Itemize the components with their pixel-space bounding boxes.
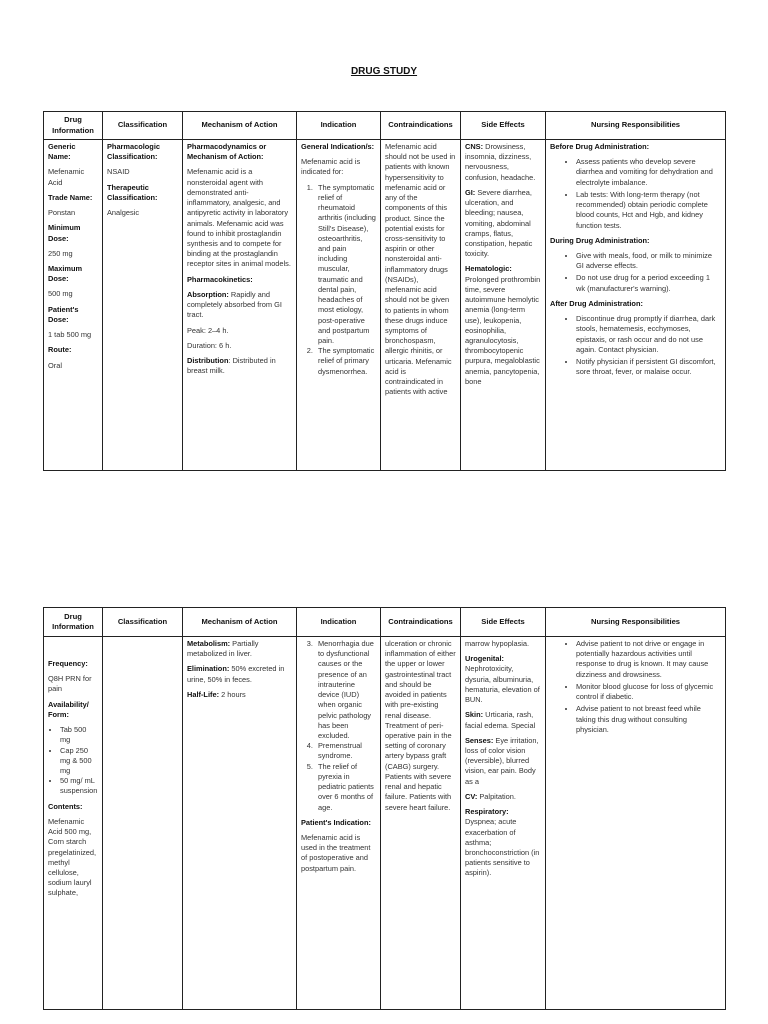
generic-name: Mefenamic Acid xyxy=(48,167,85,187)
route-label: Route: xyxy=(48,345,72,355)
frequency-label: Frequency: xyxy=(48,659,88,668)
gi-effects xyxy=(465,188,541,260)
pharmacologic-classification: NSAID xyxy=(107,167,130,177)
senses-effects xyxy=(465,736,541,787)
document-title: DRUG STUDY xyxy=(350,66,418,77)
urogenital-value: Nephrotoxicity, dysuria, albuminuria, hematuria, elevation of BUN. xyxy=(465,664,540,705)
patients-dose-label: Patient's Dose: xyxy=(48,304,79,324)
list-item: 3. Menorrhagia due to dysfunctional causes or the presence of an intrauterine device (IUD) when organic pelvic pathology has been excluded. xyxy=(315,639,376,741)
senses-value: Eye irritation, loss of color vision (reversible), blurred vision, ear pain. Body as a xyxy=(465,735,539,786)
side-effects-cell xyxy=(461,140,546,471)
patients-dose: 1 tab 500 mg xyxy=(48,330,92,340)
list-item: • Assess patients who develop severe diarrhea and vomiting for dehydration and electrolyte imbalance. xyxy=(576,157,721,188)
contraindications-cell: ulceration or chronic inflammation of either the upper or lower gastrointestinal tract and should be avoided in patients with pre-existing renal disease. Treatment of peri-operative pain in the setting of coronary artery bypass graft (CABG) surgery. Patients with severe renal and hepatic failure. Patients with severe heart failure. xyxy=(381,637,461,1010)
metabolism-text xyxy=(187,639,292,659)
indication-intro: Mefenamic acid is indicated for: xyxy=(301,157,361,177)
header-indication: Indication xyxy=(297,608,381,637)
trade-name-label: Trade Name: xyxy=(48,192,93,202)
generic-name-label: Generic Name: xyxy=(48,142,76,162)
drug-study-table-2 xyxy=(43,607,726,1010)
hematologic-value: Prolonged prothrombin time, severe autoimmune hemolytic anemia (long-term use), leukopenia, eosinophilia, agranulocytosis, thrombocytopenic purpura, megaloblastic anemia, pancytopenia, bone xyxy=(465,274,541,386)
maximum-dose: 500 mg xyxy=(48,289,73,299)
respiratory-value: Dyspnea; acute exacerbation of asthma; bronchoconstriction (in patients sensitive to aspirin). xyxy=(465,817,540,878)
patients-indication-label: Patient's Indication: xyxy=(301,817,371,827)
indication-cell xyxy=(297,637,381,1010)
half-life-text xyxy=(187,690,292,700)
contraindications-cell: Mefenamic acid should not be used in patients with known hypersensitivity to mefenamic acid or any of the components of this product. Since the potential exists for cross-sensitivity to aspirin or other nonsteroidal anti-inflammatory drugs (NSAIDs), mefenamic acid should not be given to patients in whom these drugs induce symptoms of bronchospasm, allergic rhinitis, or urticaria. Mefenamic acid is contraindicated in patients with active xyxy=(381,140,461,471)
absorption-label: Absorption: xyxy=(187,289,229,299)
before-administration-list xyxy=(550,157,721,231)
trade-name: Ponstan xyxy=(48,208,76,218)
list-item: • Lab tests: With long-term therapy (not recommended) obtain periodic complete blood counts, Hct and Hgb, and kidney function tests. xyxy=(576,190,721,231)
distribution-text xyxy=(187,356,292,376)
drug-information-cell xyxy=(44,140,103,471)
cv-label: CV: xyxy=(465,791,478,801)
classification-cell xyxy=(103,140,183,471)
urogenital-label: Urogenital: xyxy=(465,654,505,664)
availability-label: Availability/ Form: xyxy=(48,699,89,719)
skin-value: Urticaria, rash, facial edema. Special xyxy=(465,710,536,730)
list-item: • Advise patient to not drive or engage in potentially hazardous activities until response to drug is known. It may cause dizziness and drowsiness. xyxy=(576,639,721,680)
elimination-text xyxy=(187,664,292,684)
indication-cell xyxy=(297,140,381,471)
list-item: 4. Premenstrual syndrome. xyxy=(315,741,376,761)
nursing-responsibilities-cell xyxy=(546,637,726,1010)
maximum-dose-label: Maximum Dose: xyxy=(48,263,83,284)
cv-value: Palpitation. xyxy=(477,791,516,801)
during-administration-label: During Drug Administration: xyxy=(550,235,650,245)
metabolism-label: Metabolism: xyxy=(187,639,231,648)
header-drug-information: Drug Information xyxy=(44,112,103,140)
header-drug-information: Drug Information xyxy=(44,608,103,637)
header-nursing-responsibilities: Nursing Responsibilities xyxy=(546,608,726,637)
half-life-label: Half-Life: xyxy=(187,689,220,699)
cv-effects xyxy=(465,792,541,802)
list-item: 5. The relief of pyrexia in pediatric patients over 6 months of age. xyxy=(315,762,376,813)
header-row xyxy=(44,112,726,140)
cns-label: CNS: xyxy=(465,142,484,151)
indication-list xyxy=(301,639,376,813)
header-side-effects: Side Effects xyxy=(461,112,546,140)
gi-value: Severe diarrhea, ulceration, and bleeding; nausea, vomiting, abdominal cramps, flatus, constipation, hepatic toxicity. xyxy=(465,187,533,259)
header-nursing-responsibilities: Nursing Responsibilities xyxy=(546,112,726,140)
nursing-list xyxy=(550,639,721,735)
therapeutic-classification: Analgesic xyxy=(107,208,140,218)
contents: Mefenamic Acid 500 mg, Corn starch pregelatinized, methyl cellulose, sodium lauryl sulphate, xyxy=(48,816,97,898)
duration-text: Duration: 6 h. xyxy=(187,340,232,350)
forms-list xyxy=(48,725,98,797)
gi-label: GI: xyxy=(465,187,476,197)
classification-cell xyxy=(103,637,183,1010)
drug-information-cell xyxy=(44,637,103,1010)
side-effects-cell xyxy=(461,637,546,1010)
side-effects-continued: marrow hypoplasia. xyxy=(465,639,530,648)
pharmacologic-classification-label: Pharmacologic Classification: xyxy=(107,142,160,162)
table-row xyxy=(44,140,726,471)
indication-list xyxy=(301,183,376,377)
list-item: • Notify physician if persistent GI discomfort, sore throat, fever, or malaise occur. xyxy=(576,357,721,377)
before-administration-label: Before Drug Administration: xyxy=(550,142,650,151)
list-item: • 50 mg/ mL suspension xyxy=(60,776,98,796)
absorption-value: Rapidly and completely absorbed from GI tract. xyxy=(187,289,282,320)
cns-effects xyxy=(465,142,541,183)
table-row xyxy=(44,637,726,1010)
pharmacodynamics-text: Mefenamic acid is a nonsteroidal agent with demonstrated anti-inflammatory, analgesic, and antipyretic activity in laboratory animals. Mefenamic acid was found to inhibit prostaglandin synthesis and to compete for binding at the prostaglandin receptor sites in animal models. xyxy=(187,167,291,269)
list-item: • Cap 250 mg & 500 mg xyxy=(60,746,98,777)
header-mechanism-of-action: Mechanism of Action xyxy=(183,608,297,637)
mechanism-cell xyxy=(183,140,297,471)
minimum-dose-label: Minimum Dose: xyxy=(48,223,81,243)
cns-value: Drowsiness, insomnia, dizziness, nervousness, confusion, headache. xyxy=(465,142,536,182)
minimum-dose: 250 mg xyxy=(48,248,73,258)
list-item: 2. The symptomatic relief of primary dysmenorrhea. xyxy=(315,346,376,377)
therapeutic-classification-label: Therapeutic Classification: xyxy=(107,182,158,202)
during-administration-list xyxy=(550,251,721,294)
header-classification: Classification xyxy=(103,608,183,637)
nursing-responsibilities-cell xyxy=(546,140,726,471)
header-mechanism-of-action: Mechanism of Action xyxy=(183,112,297,140)
half-life-value: 2 hours xyxy=(219,689,246,699)
list-item: • Monitor blood glucose for loss of glycemic control if diabetic. xyxy=(576,682,721,702)
skin-effects xyxy=(465,710,541,730)
after-administration-label: After Drug Administration: xyxy=(550,298,643,308)
list-item: • Give with meals, food, or milk to minimize GI adverse effects. xyxy=(576,251,721,271)
peak-text: Peak: 2–4 h. xyxy=(187,325,229,335)
list-item: 1. The symptomatic relief of rheumatoid arthritis (including Still's Disease), osteoarthritis, and pain including muscular, traumatic and dental pain, headaches of most etiology, post-operative and postpartum pain. xyxy=(315,183,376,347)
header-classification: Classification xyxy=(103,112,183,140)
elimination-label: Elimination: xyxy=(187,664,230,674)
general-indication-label: General Indication/s: xyxy=(301,142,375,151)
pharmacodynamics-label: Pharmacodynamics or Mechanism of Action: xyxy=(187,142,267,162)
route: Oral xyxy=(48,360,62,370)
drug-study-table-1 xyxy=(43,111,726,471)
header-side-effects: Side Effects xyxy=(461,608,546,637)
distribution-label: Distribution xyxy=(187,355,229,365)
list-item: • Advise patient to not breast feed while taking this drug without consulting physician. xyxy=(576,704,721,735)
header-row xyxy=(44,608,726,637)
elimination-value: 50% excreted in urine, 50% in feces. xyxy=(187,664,285,684)
metabolism-value: Partially metabolized in liver. xyxy=(187,639,259,659)
contents-label: Contents: xyxy=(48,801,83,811)
senses-label: Senses: xyxy=(465,735,494,745)
header-contraindications: Contraindications xyxy=(381,608,461,637)
respiratory-label: Respiratory: xyxy=(465,807,509,817)
patients-indication: Mefenamic acid is used in the treatment of postoperative and postpartum pain. xyxy=(301,832,371,873)
pharmacokinetics-label: Pharmacokinetics: xyxy=(187,274,253,284)
header-indication: Indication xyxy=(297,112,381,140)
after-administration-list xyxy=(550,314,721,377)
hematologic-label: Hematologic: xyxy=(465,264,512,274)
frequency: Q8H PRN for pain xyxy=(48,674,92,694)
skin-label: Skin: xyxy=(465,710,484,720)
list-item: • Do not use drug for a period exceeding 1 wk (manufacturer's warning). xyxy=(576,273,721,293)
header-contraindications: Contraindications xyxy=(381,112,461,140)
mechanism-cell xyxy=(183,637,297,1010)
absorption-text xyxy=(187,290,292,321)
list-item: • Tab 500 mg xyxy=(60,725,98,745)
distribution-value: : Distributed in breast milk. xyxy=(187,355,276,376)
list-item: • Discontinue drug promptly if diarrhea, dark stools, hematemesis, ecchymoses, epistaxis, or rash occur and do not use again. Contact physician. xyxy=(576,314,721,355)
